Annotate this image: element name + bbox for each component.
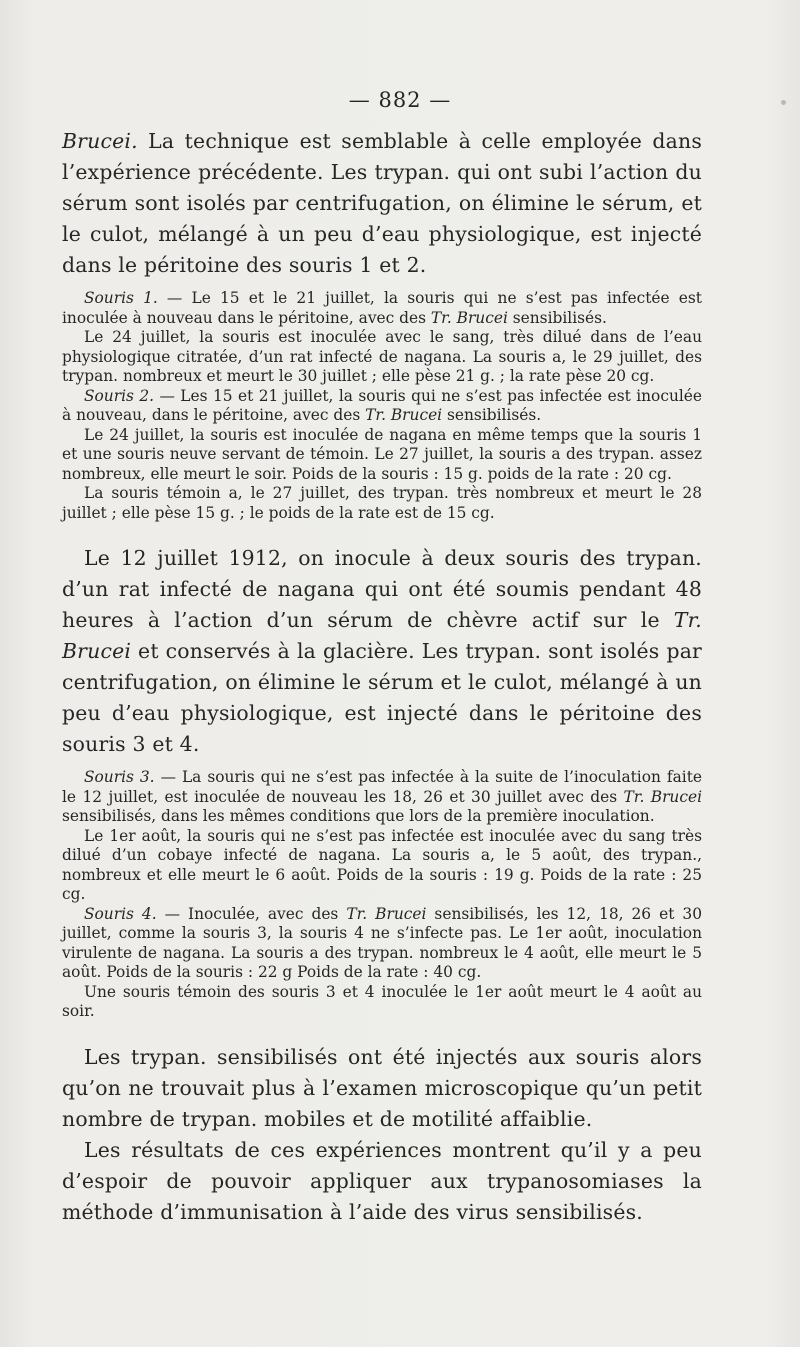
note-souris-1: Souris 1. — Le 15 et le 21 juillet, la souris qui ne s’est pas infectée est inoculée à nouveau dans le péritoine, avec des Tr. Brucei sensibilisés.	[62, 289, 702, 327]
italic-run: Souris 4.	[84, 904, 157, 923]
note-souris-2: Souris 2. — Les 15 et 21 juillet, la souris qui ne s’est pas infectée est inoculée à nouveau, dans le péritoine, avec des Tr. Brucei sensibilisés.	[62, 386, 702, 424]
italic-run: Tr. Brucei	[623, 787, 702, 806]
italic-run: Tr. Brucei	[62, 608, 702, 663]
page-number: — 882 —	[348, 88, 452, 112]
note-souris-2-b: Le 24 juillet, la souris est inoculée de nagana en même temps que la souris 1 et une souris neuve servant de témoin. Le 27 juillet, la souris a des trypan. assez nombreux, elle meurt le soir. Poids de la souris : 15 g. poids de la rate : 20 cg.	[62, 425, 702, 483]
paragraph-4: Les résultats de ces expériences montrent qu’il y a peu d’espoir de pouvoir appliquer aux trypanosomiases la méthode d’immunisation à l’aide des virus sensibilisés.	[62, 1137, 702, 1224]
note-souris-temoin-2: Une souris témoin des souris 3 et 4 inoculée le 1er août meurt le 4 août au soir.	[62, 982, 702, 1020]
note-souris-1-b: Le 24 juillet, la souris est inoculée avec le sang, très dilué dans de l’eau physiologique citratée, d’un rat infecté de nagana. La souris a, le 29 juillet, des trypan. nombreux et meurt le 30 juillet ; elle pèse 21 g. ; la rate pèse 20 cg.	[62, 328, 702, 385]
italic-run: Souris 3.	[84, 768, 155, 786]
italic-run: Souris 2.	[84, 386, 155, 405]
italic-run: Souris 1.	[84, 289, 158, 307]
paragraph-1: Brucei. La technique est semblable à celle employée dans l’expérience précédente. Les trypan. qui ont subi l’action du sérum sont isolés par centrifugation, on élimine le sérum, et le culot, mélangé à un peu d’eau physiologique, est injecté dans le péritoine des souris 1 et 2.	[62, 129, 702, 277]
paragraph-2: Le 12 juillet 1912, on inocule à deux souris des trypan. d’un rat infecté de nagana qui ont été soumis pendant 48 heures à l’action d’un sérum de chèvre actif sur le Tr. Brucei et conservés à la glacière. Les trypan. sont isolés par centrifugation, on élimine le sérum et le culot, mélangé à un peu d’eau physiologique, est injecté dans le péritoine des souris 3 et 4.	[62, 546, 702, 756]
note-souris-3-b: Le 1er août, la souris qui ne s’est pas infectée est inoculée avec du sang très dilué d’un cobaye infecté de nagana. La souris a, le 5 août, des trypan., nombreux et elle meurt le 6 août. Poids de la souris : 19 g. Poids de la rate : 25 cg.	[62, 826, 702, 903]
italic-run: Tr. Brucei	[430, 308, 508, 327]
italic-run: Tr. Brucei	[365, 406, 443, 424]
note-souris-temoin: La souris témoin a, le 27 juillet, des trypan. très nombreux et meurt le 28 juillet ; elle pèse 15 g. ; le poids de la rate est de 15 cg.	[62, 484, 702, 522]
main-column	[62, 126, 702, 1228]
italic-run: Brucei.	[62, 129, 138, 153]
paragraph-3: Les trypan. sensibilisés ont été injectés aux souris alors qu’on ne trouvait plus à l’examen microscopique qu’un petit nombre de trypan. mobiles et de motilité affaiblie.	[62, 1044, 702, 1131]
note-souris-4: Souris 4. — Inoculée, avec des Tr. Brucei sensibilisés, les 12, 18, 26 et 30 juillet, comme la souris 3, la souris 4 ne s’infecte pas. Le 1er août, inoculation virulente de nagana. La souris a des trypan. nombreux le 4 août, elle meurt le 5 août. Poids de la souris : 22 g Poids de la rate : 40 cg.	[62, 904, 703, 981]
note-souris-3: Souris 3. — La souris qui ne s’est pas infectée à la suite de l’inoculation faite le 12 juillet, est inoculée de nouveau les 18, 26 et 30 juillet avec des Tr. Brucei sensibilisés, dans les mêmes conditions que lors de la première inoculation.	[62, 768, 702, 825]
italic-run: Tr. Brucei	[346, 904, 427, 923]
